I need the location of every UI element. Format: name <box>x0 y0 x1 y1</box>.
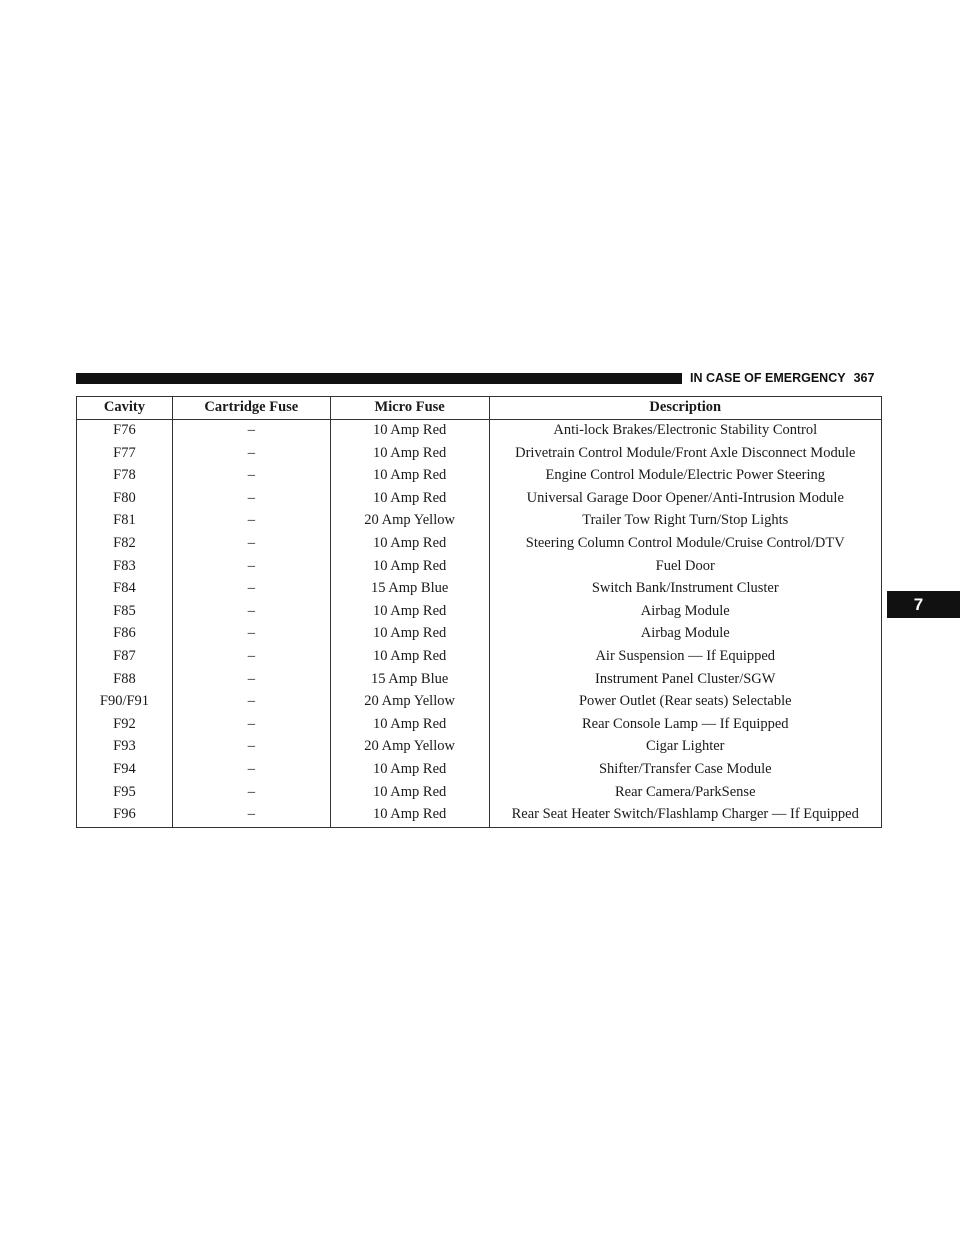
table-header-row <box>77 397 882 420</box>
description-cell: Anti-lock Brakes/Electronic Stability Control <box>489 420 881 443</box>
description-cell: Fuel Door <box>489 556 881 579</box>
micro-fuse-cell: 10 Amp Red <box>330 782 489 805</box>
description-cell: Universal Garage Door Opener/Anti-Intrusion Module <box>489 488 881 511</box>
cavity-cell: F92 <box>77 714 173 737</box>
micro-fuse-cell: 15 Amp Blue <box>330 669 489 692</box>
description-cell: Instrument Panel Cluster/SGW <box>489 669 881 692</box>
cavity-cell: F93 <box>77 736 173 759</box>
table-row <box>77 578 882 601</box>
table-row <box>77 510 882 533</box>
cartridge-fuse-cell: – <box>172 759 330 782</box>
micro-fuse-cell: 10 Amp Red <box>330 804 489 827</box>
column-header-description: Description <box>489 397 881 420</box>
table-row <box>77 759 882 782</box>
table-row <box>77 691 882 714</box>
column-header-cartridge-fuse: Cartridge Fuse <box>172 397 330 420</box>
cavity-cell: F80 <box>77 488 173 511</box>
micro-fuse-cell: 10 Amp Red <box>330 646 489 669</box>
cartridge-fuse-cell: – <box>172 601 330 624</box>
description-cell: Rear Camera/ParkSense <box>489 782 881 805</box>
table-row <box>77 736 882 759</box>
table-row <box>77 533 882 556</box>
cartridge-fuse-cell: – <box>172 533 330 556</box>
description-cell: Steering Column Control Module/Cruise Control/DTV <box>489 533 881 556</box>
table-row <box>77 646 882 669</box>
cavity-cell: F96 <box>77 804 173 827</box>
micro-fuse-cell: 20 Amp Yellow <box>330 691 489 714</box>
description-cell: Switch Bank/Instrument Cluster <box>489 578 881 601</box>
table-row <box>77 782 882 805</box>
micro-fuse-cell: 15 Amp Blue <box>330 578 489 601</box>
table-row <box>77 804 882 827</box>
description-cell: Power Outlet (Rear seats) Selectable <box>489 691 881 714</box>
cartridge-fuse-cell: – <box>172 465 330 488</box>
micro-fuse-cell: 10 Amp Red <box>330 443 489 466</box>
micro-fuse-cell: 20 Amp Yellow <box>330 736 489 759</box>
cartridge-fuse-cell: – <box>172 578 330 601</box>
micro-fuse-cell: 10 Amp Red <box>330 488 489 511</box>
description-cell: Trailer Tow Right Turn/Stop Lights <box>489 510 881 533</box>
cavity-cell: F87 <box>77 646 173 669</box>
micro-fuse-cell: 10 Amp Red <box>330 533 489 556</box>
cartridge-fuse-cell: – <box>172 804 330 827</box>
cartridge-fuse-cell: – <box>172 510 330 533</box>
cavity-cell: F94 <box>77 759 173 782</box>
column-header-cavity: Cavity <box>77 397 173 420</box>
cartridge-fuse-cell: – <box>172 420 330 443</box>
description-cell: Drivetrain Control Module/Front Axle Disconnect Module <box>489 443 881 466</box>
cavity-cell: F90/F91 <box>77 691 173 714</box>
cartridge-fuse-cell: – <box>172 714 330 737</box>
table-row <box>77 601 882 624</box>
table-row <box>77 556 882 579</box>
description-cell: Air Suspension — If Equipped <box>489 646 881 669</box>
cavity-cell: F88 <box>77 669 173 692</box>
cavity-cell: F76 <box>77 420 173 443</box>
section-title: IN CASE OF EMERGENCY <box>690 371 846 385</box>
table-body <box>77 420 882 828</box>
cartridge-fuse-cell: – <box>172 443 330 466</box>
cavity-cell: F86 <box>77 623 173 646</box>
table-row <box>77 714 882 737</box>
description-cell: Airbag Module <box>489 601 881 624</box>
cavity-cell: F77 <box>77 443 173 466</box>
cartridge-fuse-cell: – <box>172 736 330 759</box>
micro-fuse-cell: 10 Amp Red <box>330 465 489 488</box>
cartridge-fuse-cell: – <box>172 556 330 579</box>
table-row <box>77 623 882 646</box>
micro-fuse-cell: 10 Amp Red <box>330 714 489 737</box>
micro-fuse-cell: 10 Amp Red <box>330 556 489 579</box>
cartridge-fuse-cell: – <box>172 646 330 669</box>
cavity-cell: F81 <box>77 510 173 533</box>
micro-fuse-cell: 10 Amp Red <box>330 623 489 646</box>
table-row <box>77 443 882 466</box>
description-cell: Rear Console Lamp — If Equipped <box>489 714 881 737</box>
fuse-table <box>76 396 882 828</box>
micro-fuse-cell: 10 Amp Red <box>330 759 489 782</box>
cartridge-fuse-cell: – <box>172 691 330 714</box>
table-row <box>77 488 882 511</box>
description-cell: Airbag Module <box>489 623 881 646</box>
cavity-cell: F85 <box>77 601 173 624</box>
cartridge-fuse-cell: – <box>172 623 330 646</box>
running-header <box>690 368 874 388</box>
cartridge-fuse-cell: – <box>172 488 330 511</box>
description-cell: Engine Control Module/Electric Power Steering <box>489 465 881 488</box>
micro-fuse-cell: 20 Amp Yellow <box>330 510 489 533</box>
cavity-cell: F82 <box>77 533 173 556</box>
micro-fuse-cell: 10 Amp Red <box>330 420 489 443</box>
cavity-cell: F83 <box>77 556 173 579</box>
micro-fuse-cell: 10 Amp Red <box>330 601 489 624</box>
column-header-micro-fuse: Micro Fuse <box>330 397 489 420</box>
table-row <box>77 669 882 692</box>
description-cell: Rear Seat Heater Switch/Flashlamp Charger — If Equipped <box>489 804 881 827</box>
cavity-cell: F95 <box>77 782 173 805</box>
description-cell: Shifter/Transfer Case Module <box>489 759 881 782</box>
cartridge-fuse-cell: – <box>172 782 330 805</box>
table-row <box>77 465 882 488</box>
description-cell: Cigar Lighter <box>489 736 881 759</box>
page-number: 367 <box>853 371 875 385</box>
cavity-cell: F84 <box>77 578 173 601</box>
chapter-tab: 7 <box>887 591 960 618</box>
table-row <box>77 420 882 443</box>
header-rule <box>76 373 682 384</box>
cavity-cell: F78 <box>77 465 173 488</box>
cartridge-fuse-cell: – <box>172 669 330 692</box>
